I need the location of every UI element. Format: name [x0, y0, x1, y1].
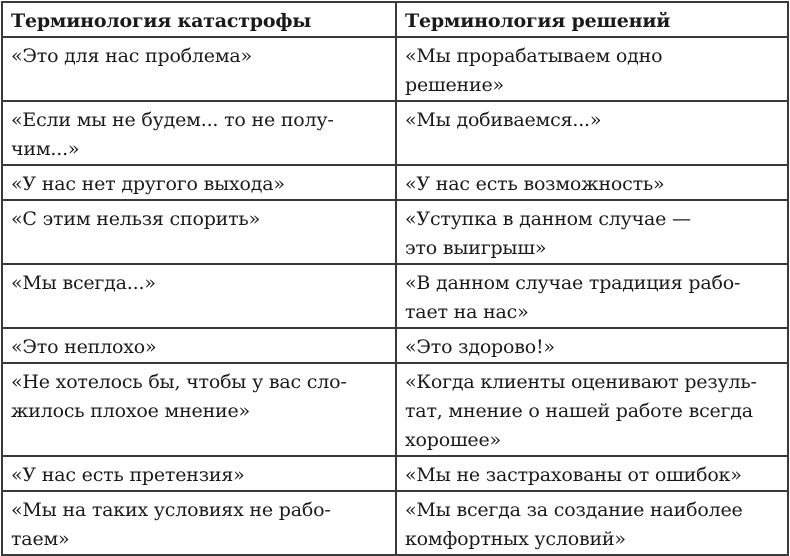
- catastrophe-phrase: «Не хотелось бы, чтобы у вас сло- жилось плохое мнение»: [2, 363, 396, 456]
- solution-phrase: «В данном случае традиция рабо- тает на нас»: [396, 264, 788, 328]
- catastrophe-phrase: «Мы всегда...»: [2, 264, 396, 328]
- solution-phrase: «Когда клиенты оценивают резуль- тат, мнение о нашей работе всегда хорошее»: [396, 363, 788, 456]
- solution-phrase: «Это здорово!»: [396, 328, 788, 363]
- catastrophe-phrase: «Это неплохо»: [2, 328, 396, 363]
- table-row: [2, 101, 788, 165]
- table-row: [2, 200, 788, 264]
- table-row: [2, 264, 788, 328]
- solution-phrase: «Мы прорабатываем одно решение»: [396, 37, 788, 101]
- header-solutions: Терминология решений: [396, 2, 788, 37]
- table-row: [2, 328, 788, 363]
- solution-phrase: «Мы добиваемся...»: [396, 101, 788, 165]
- catastrophe-phrase: «С этим нельзя спорить»: [2, 200, 396, 264]
- table-row: [2, 37, 788, 101]
- header-catastrophe: Терминология катастрофы: [2, 2, 396, 37]
- solution-phrase: «Мы не застрахованы от ошибок»: [396, 456, 788, 491]
- catastrophe-phrase: «Если мы не будем... то не полу- чим...»: [2, 101, 396, 165]
- table-row: [2, 363, 788, 456]
- solution-phrase: «Уступка в данном случае — это выигрыш»: [396, 200, 788, 264]
- catastrophe-phrase: «Это для нас проблема»: [2, 37, 396, 101]
- table-row: [2, 165, 788, 200]
- header-row: [2, 2, 788, 37]
- terminology-table: [1, 1, 789, 556]
- table-row: [2, 456, 788, 491]
- catastrophe-phrase: «Мы на таких условиях не рабо- таем»: [2, 491, 396, 555]
- solution-phrase: «Мы всегда за создание наиболее комфортных условий»: [396, 491, 788, 555]
- solution-phrase: «У нас есть возможность»: [396, 165, 788, 200]
- catastrophe-phrase: «У нас есть претензия»: [2, 456, 396, 491]
- table-row: [2, 491, 788, 555]
- catastrophe-phrase: «У нас нет другого выхода»: [2, 165, 396, 200]
